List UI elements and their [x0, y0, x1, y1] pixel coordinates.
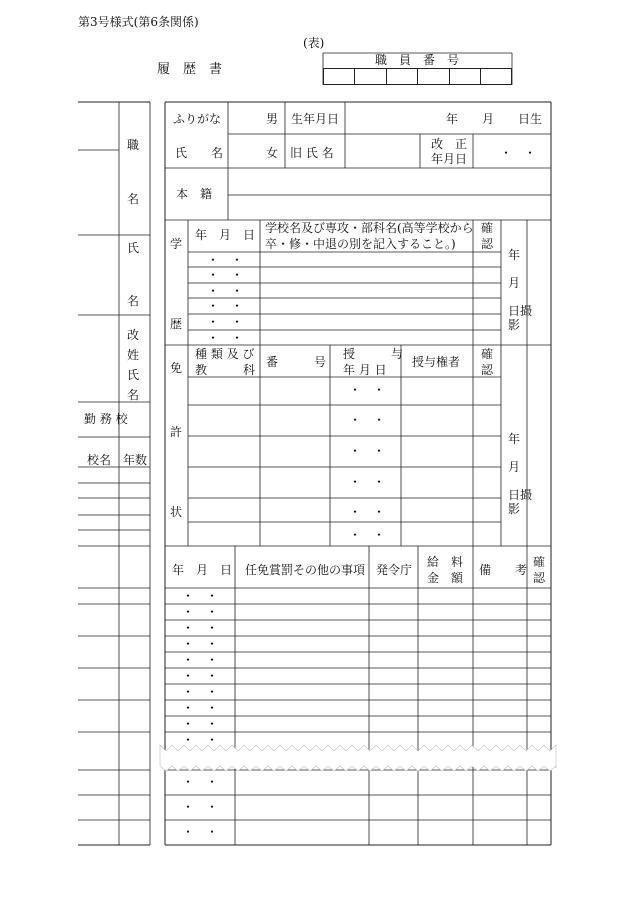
history-date-header: 年 月 日 — [172, 563, 233, 577]
left-name-label: 氏 名 — [127, 241, 140, 308]
staff-number-digit[interactable] — [354, 68, 387, 85]
date-placeholder[interactable]: ・ ・ — [182, 621, 219, 635]
document-title: 履 歴 書 — [157, 62, 223, 77]
education-date-header: 年 月 日 — [195, 228, 256, 242]
license-photo-date: 年 月 日撮 影 — [508, 432, 533, 516]
history-office-header: 発令庁 — [376, 563, 413, 577]
staff-number-digit[interactable] — [417, 68, 450, 85]
license-confirm-header: 確 認 — [481, 347, 494, 377]
license-number-header: 番 号 — [266, 355, 327, 369]
staff-number-digit[interactable] — [386, 68, 418, 85]
date-placeholder[interactable]: ・ ・ — [349, 413, 386, 427]
left-position-label: 職 名 — [127, 138, 140, 206]
education-confirm-header: 確 認 — [481, 221, 494, 251]
date-placeholder[interactable]: ・ ・ — [349, 505, 386, 519]
license-section-label: 免 許 状 — [170, 361, 183, 519]
education-photo-date: 年 月 日撮 影 — [508, 248, 533, 332]
date-placeholder[interactable]: ・ ・ — [349, 475, 386, 489]
male-option[interactable]: 男 — [266, 112, 279, 126]
staff-number-label: 職 員 番 号 — [375, 53, 460, 67]
change-date-label: 改 正 年月日 — [431, 137, 468, 166]
license-type-header: 種 類 及 び 教 科 — [195, 347, 256, 377]
date-placeholder[interactable]: ・ ・ — [182, 701, 219, 715]
staff-number-digit[interactable] — [449, 68, 481, 85]
staff-number-digit[interactable] — [323, 68, 355, 85]
staff-number-digit[interactable] — [480, 68, 512, 85]
education-section-label: 学 歴 — [170, 237, 183, 331]
history-confirm-header: 確 認 — [533, 555, 546, 585]
date-placeholder[interactable]: ・ ・ — [207, 253, 244, 267]
date-placeholder[interactable]: ・ ・ — [207, 284, 244, 298]
date-placeholder[interactable]: ・ ・ — [182, 775, 219, 789]
left-years-header: 年数 — [123, 453, 148, 467]
date-placeholder[interactable]: ・ ・ — [182, 825, 219, 839]
date-placeholder[interactable]: ・ ・ — [182, 669, 219, 683]
birth-date-label: 生年月日 — [291, 112, 340, 126]
female-option[interactable]: 女 — [266, 146, 279, 160]
former-name-label: 旧 氏 名 — [290, 146, 334, 160]
left-school-name-header: 校名 — [87, 453, 112, 467]
history-salary-header: 給 料 金 額 — [427, 555, 464, 585]
history-remarks-header: 備 考 — [479, 563, 528, 577]
date-placeholder[interactable]: ・ ・ — [182, 717, 219, 731]
date-placeholder[interactable]: ・ ・ — [207, 299, 244, 313]
license-grantor-header: 授与権者 — [412, 355, 461, 369]
left-former-name-label: 改 姓 氏 名 — [127, 328, 140, 402]
furigana-label: ふりがな — [173, 112, 222, 126]
domicile-label: 本 籍 — [176, 187, 213, 201]
education-description-header: 学校名及び専攻・部科名(高等学校から 卒・修・中退の別を記入すること。) — [265, 221, 474, 251]
front-side-label: (表) — [303, 36, 325, 50]
page-break-band — [160, 745, 556, 771]
birth-date-value: 年 月 日生 — [446, 112, 543, 126]
name-label: 氏 名 — [175, 146, 224, 160]
history-matter-header: 任免賞罰その他の事項 — [245, 563, 366, 577]
date-placeholder[interactable]: ・ ・ — [182, 605, 219, 619]
date-placeholder[interactable]: ・ ・ — [349, 528, 386, 542]
date-placeholder[interactable]: ・ ・ — [182, 589, 219, 603]
date-placeholder[interactable]: ・ ・ — [207, 268, 244, 282]
form-number: 第3号様式(第6条関係) — [78, 15, 199, 29]
date-placeholder[interactable]: ・ ・ — [182, 685, 219, 699]
date-placeholder[interactable]: ・ ・ — [182, 653, 219, 667]
left-school-heading: 勤 務 校 — [84, 412, 128, 426]
date-placeholder[interactable]: ・ ・ — [182, 637, 219, 651]
date-placeholder[interactable]: ・ ・ — [182, 800, 219, 814]
change-date-value: ・ ・ — [500, 146, 537, 160]
date-placeholder[interactable]: ・ ・ — [182, 733, 219, 747]
date-placeholder[interactable]: ・ ・ — [349, 444, 386, 458]
license-grant-date-header: 授 与 年 月 日 — [343, 347, 404, 377]
date-placeholder[interactable]: ・ ・ — [207, 315, 244, 329]
date-placeholder[interactable]: ・ ・ — [349, 383, 386, 397]
date-placeholder[interactable]: ・ ・ — [207, 331, 244, 345]
